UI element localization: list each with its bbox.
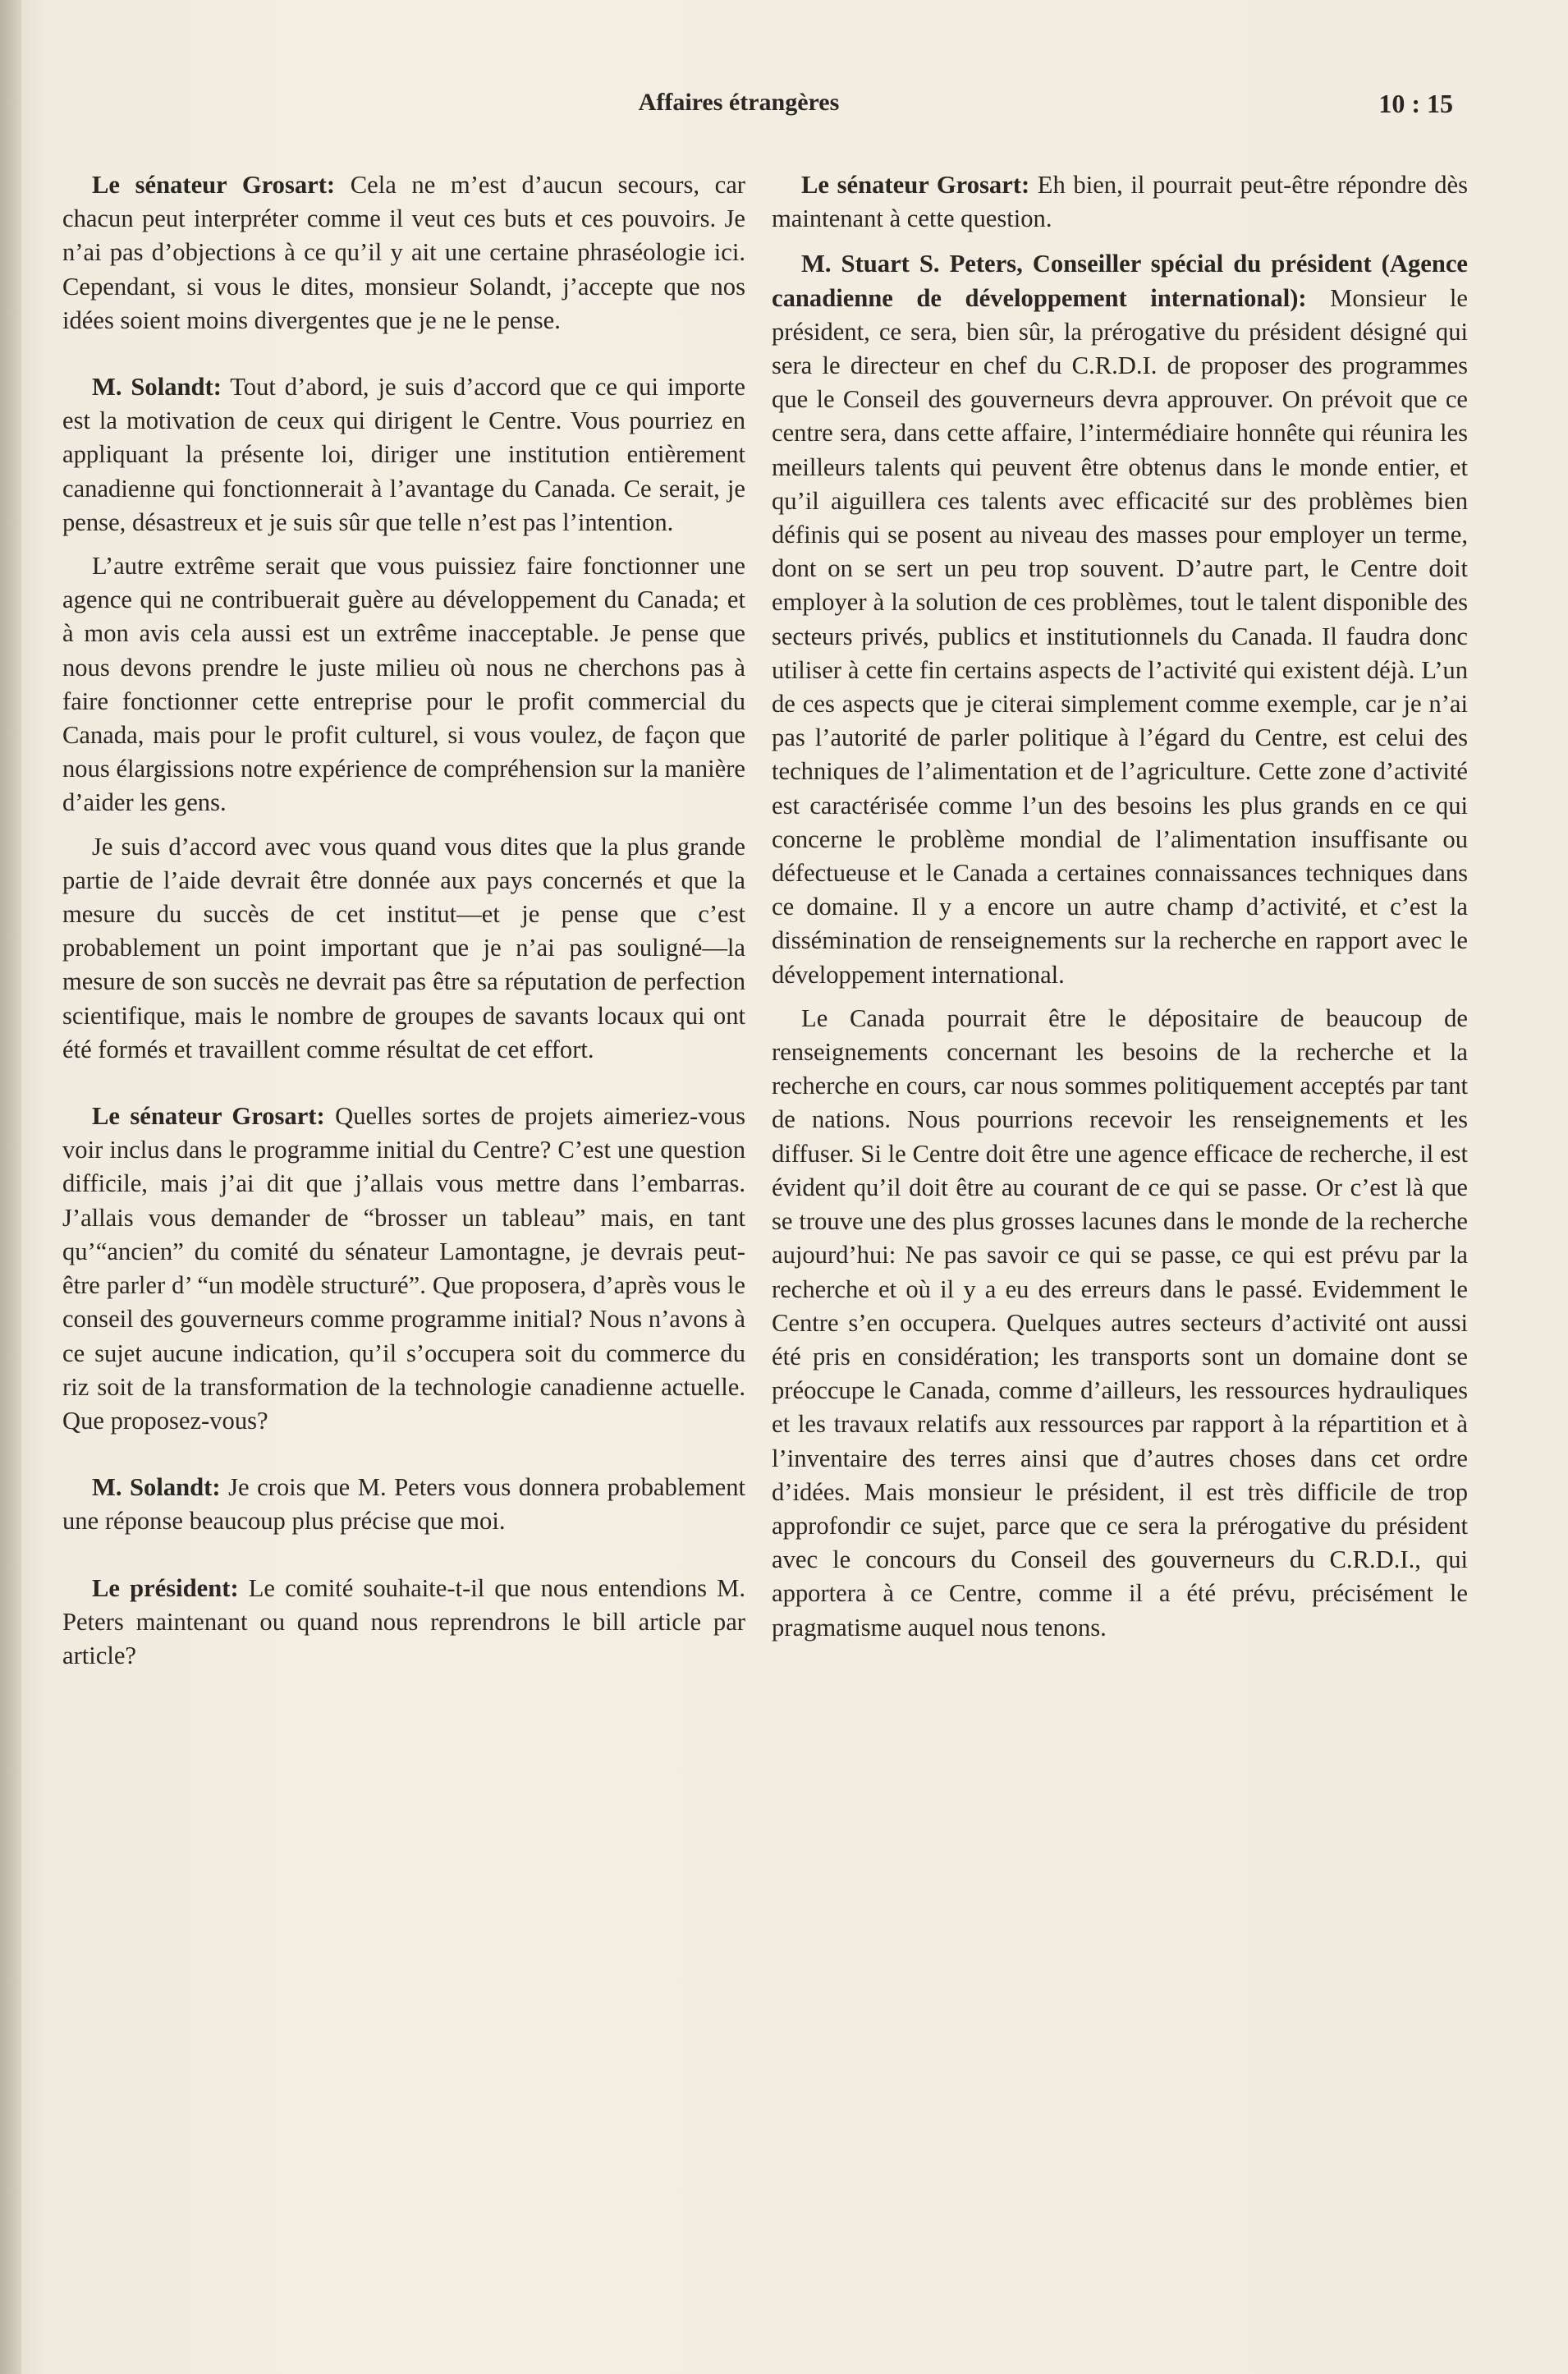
speaker-name: M. Solandt: xyxy=(92,373,222,402)
binding-gutter xyxy=(0,0,21,2374)
page-number: 10 : 15 xyxy=(1378,89,1453,118)
paragraph-text: Monsieur le président, ce sera, bien sûr, la prérogative du président désigné qui sera le directeur en chef du C.R.D.I. de proposer des programmes que le Conseil des gouverneurs devra approuver. On prévoit que ce centre sera, dans cette affaire, l’intermédiaire honnête qui réunira les meilleurs talents qui peuvent être obtenus dans le monde entier, et qu’il aiguillera ces talents avec efficacité sur des problèmes bien définis qui se posent au niveau des masses pour employer un terme, dont on se sert un peu trop souvent. D’autre part, le Centre doit employer à la solution de ces problèmes, tout le talent disponible des secteurs privés, publics et institutionnels du Canada. Il faudra donc utiliser à cette fin certains aspects de l’activité qui existent déjà. L’un de ces aspects que je citerai simplement comme exemple, car je n’ai pas l’autorité de parler politique à l’égard du Centre, est celui des techniques de l’alimentation et de l’agriculture. Cette zone d’activité est caractérisée comme l’un des besoins les plus grands en ce qui concerne le problème mondial de l’alimentation insuffisante ou défectueuse et le Canada a certaines connaissances techniques dans ce domaine. Il y a encore un autre champ d’activité, et c’est la dissémination de renseignements sur la recherche en rapport avec le développement international. xyxy=(772,283,1468,989)
paragraph xyxy=(62,1471,745,1538)
page-header xyxy=(0,89,1568,130)
paragraph-text: Quelles sortes de projets aimeriez-vous voir inclus dans le programme initial du Centre? C’est une question difficile, mais j’ai dit que j’allais vous mettre dans l’embarras. J’allais vous demander de “brosser un tableau” mais, en tant qu’“ancien” du comité du sénateur Lamontagne, je devrais peut-être parler d’ “un modèle structuré”. Que proposera, d’après vous le conseil des gouverneurs comme programme initial? Nous n’avons à ce sujet aucune indication, qu’il s’occupera soit du commerce du riz soit de la transformation de la technologie canadienne actuelle. Que proposez-vous? xyxy=(62,1102,745,1435)
left-column xyxy=(62,168,745,1673)
paragraph-text: Je crois que M. Peters vous donnera probablement une réponse beaucoup plus précise que moi. xyxy=(62,1473,746,1536)
paragraph-text: Cela ne m’est d’aucun secours, car chacun peut interpréter comme il veut ces buts et ces pouvoirs. Je n’ai pas d’objections à ce qu’il y ait une certaine phraséologie ici. Cependant, si vous le dites, monsieur Solandt, j’accepte que nos idées soient moins divergentes que je ne le pense. xyxy=(62,171,745,334)
paragraph xyxy=(62,1572,745,1674)
paragraph-text: Eh bien, il pourrait peut-être répondre dès maintenant à cette question. xyxy=(772,171,1468,233)
paragraph xyxy=(62,830,745,1067)
speaker-name: Le sénateur Grosart: xyxy=(92,1102,325,1131)
speaker-name: Le sénateur Grosart: xyxy=(801,171,1030,199)
speaker-name: Le sénateur Grosart: xyxy=(92,171,336,199)
paragraph-text: L’autre extrême serait que vous puissiez faire fonctionner une agence qui ne contribuerait guère au développement du Canada; et à mon avis cela aussi est un extrême inacceptable. Je pense que nous devons prendre le juste milieu où nous ne cherchons pas à faire fonctionner cette entreprise pour le profit commercial du Canada, mais pour le profit culturel, si vous voulez, de façon que nous élargissions notre expérience de compréhension sur la manière d’aider les gens. xyxy=(62,552,745,817)
paragraph xyxy=(772,247,1468,991)
paragraph xyxy=(62,168,745,338)
paragraph xyxy=(772,168,1468,236)
paragraph-text: Je suis d’accord avec vous quand vous dites que la plus grande partie de l’aide devrait être donnée aux pays concernés et que la mesure du succès de cet institut—et je pense que c’est probablement un point important que je n’ai pas souligné—la mesure de son succès ne devrait pas être sa réputation de perfection scientifique, mais le nombre de groupes de savants locaux qui ont été formés et travaillent comme résultat de cet effort. xyxy=(62,832,745,1063)
speaker-name: M. Solandt: xyxy=(92,1473,221,1502)
speaker-name: M. Stuart S. Peters, Conseiller spécial du président (Agence canadienne de développement international): xyxy=(772,250,1468,312)
paragraph xyxy=(62,370,745,540)
running-title: Affaires étrangères xyxy=(638,89,840,116)
right-column xyxy=(772,168,1468,1645)
paragraph xyxy=(772,1002,1468,1645)
paragraph-text: Le comité souhaite-t-il que nous entendions M. Peters maintenant ou quand nous reprendrons le bill article par article? xyxy=(62,1573,745,1669)
paragraph-text: Le Canada pourrait être le dépositaire de beaucoup de renseignements concernant les besoins de la recherche et la recherche en cours, car nous sommes politiquement acceptés par tant de nations. Nous pourrions recevoir les renseignements et les diffuser. Si le Centre doit être une agence efficace de recherche, il est évident qu’il doit être au courant de ce qui se passe. Or c’est là que se trouve une des plus grosses lacunes dans le monde de la recherche aujourd’hui: Ne pas savoir ce qui se passe, ce qui est prévu par la recherche et où il y a eu des erreurs dans le passé. Evidemment le Centre s’en occupera. Quelques autres secteurs d’activité ont aussi été pris en considération; les transports sont un domaine dont se préoccupe le Canada, comme d’ailleurs, les ressources hydrauliques et les travaux relatifs aux ressources par rapport à la répartition et à l’inventaire des terres ainsi que d’autres choses dans cet ordre d’idées. Mais monsieur le président, il est très difficile de trop approfondir ce sujet, parce que ce sera la prérogative du président avec le concours du Conseil des gouverneurs du C.R.D.I., qui apportera à ce Centre, comme il a été prévu, précisément le pragmatisme auquel nous tenons. xyxy=(772,1003,1468,1642)
paragraph-text: Tout d’abord, je suis d’accord que ce qui importe est la motivation de ceux qui dirigent le Centre. Vous pourriez en appliquant la présente loi, diriger une institution entièrement canadienne qui fonctionnerait à l’avantage du Canada. Ce serait, je pense, désastreux et je suis sûr que telle n’est pas l’intention. xyxy=(62,373,745,536)
speaker-name: Le président: xyxy=(92,1573,239,1602)
paragraph xyxy=(62,1100,745,1438)
paragraph xyxy=(62,549,745,820)
